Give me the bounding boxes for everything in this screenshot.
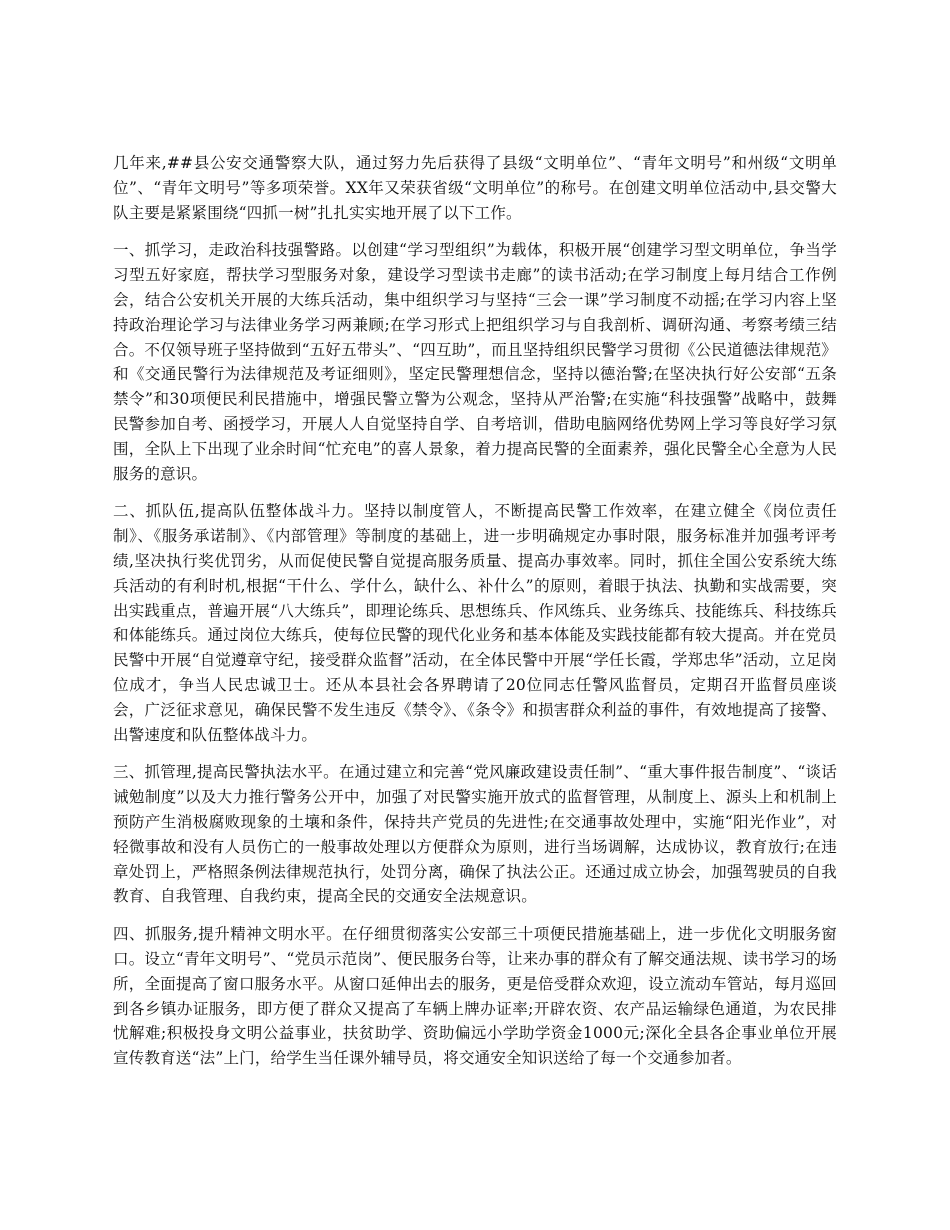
intro-paragraph: 几年来,##县公安交通警察大队，通过努力先后获得了县级“文明单位”、“青年文明号”和州级“文明单位”、“青年文明号”等多项荣誉。XX年又荣获省级“文明单位”的称号。在创建文明单位活动中,县交警大队主要是紧紧围绕“四抓一树”扎扎实实地开展了以下工作。 bbox=[113, 154, 837, 222]
section-study-paragraph: 一、抓学习，走政治科技强警路。以创建“学习型组织”为载体，积极开展“创建学习型文明单位，争当学习型五好家庭，帮扶学习型服务对象，建设学习型读书走廊”的读书活动;在学习制度上每月结合工作例会，结合公安机关开展的大练兵活动，集中组织学习与坚持“三会一课”学习制度不动摇;在学习内容上坚持政治理论学习与法律业务学习两兼顾;在学习形式上把组织学习与自我剖析、调研沟通、考察考绩三结合。不仅领导班子坚持做到“五好五带头”、“四互助”，而且坚持组织民警学习贯彻《公民道德法律规范》和《交通民警行为法律规范及考证细则》，坚定民警理想信念，坚持以德治警;在坚决执行好公安部“五条禁令”和30项便民利民措施中，增强民警立警为公观念，坚持从严治警;在实施“科技强警”战略中，鼓舞民警参加自考、函授学习，开展人人自觉坚持自学、自考培训，借助电脑网络优势网上学习等良好学习氛围，全队上下出现了业余时间“忙充电”的喜人景象，着力提高民警的全面素养，强化民警全心全意为人民服务的意识。 bbox=[113, 241, 837, 483]
section-team-paragraph: 二、抓队伍,提高队伍整体战斗力。坚持以制度管人，不断提高民警工作效率，在建立健全《岗位责任制》、《服务承诺制》、《内部管理》等制度的基础上，进一步明确规定办事时限，服务标准并加强考评考绩,坚决执行奖优罚劣，从而促使民警自觉提高服务质量、提高办事效率。同时，抓住全国公安系统大练兵活动的有利时机,根据“干什么、学什么，缺什么、补什么”的原则，着眼于执法、执勤和实战需要，突出实践重点，普遍开展“八大练兵”，即理论练兵、思想练兵、作风练兵、业务练兵、技能练兵、科技练兵和体能练兵。通过岗位大练兵，使每位民警的现代化业务和基本体能及实践技能都有较大提高。并在党员民警中开展“自觉遵章守纪，接受群众监督”活动，在全体民警中开展“学任长霞，学郑忠华”活动，立足岗位成才，争当人民忠诚卫士。还从本县社会各界聘请了20位同志任警风监督员，定期召开监督员座谈会，广泛征求意见，确保民警不发生违反《禁令》、《条令》和损害群众利益的事件，有效地提高了接警、出警速度和队伍整体战斗力。 bbox=[113, 502, 837, 744]
section-management-paragraph: 三、抓管理,提高民警执法水平。在通过建立和完善“党风廉政建设责任制”、“重大事件报告制度”、“谈话诫勉制度”以及大力推行警务公开中，加强了对民警实施开放式的监督管理，从制度上、源头上和机制上预防产生消极腐败现象的土壤和条件，保持共产党员的先进性;在交通事故处理中，实施“阳光作业”，对轻微事故和没有人员伤亡的一般事故处理以方便群众为原则，进行当场调解，达成协议，教育放行;在违章处罚上，严格照条例法律规范执行，处罚分离，确保了执法公正。还通过成立协会，加强驾驶员的自我教育、自我管理、自我约束，提高全民的交通安全法规意识。 bbox=[113, 763, 837, 906]
document-body bbox=[113, 151, 837, 1084]
section-service-paragraph: 四、抓服务,提升精神文明水平。在仔细贯彻落实公安部三十项便民措施基础上，进一步优化文明服务窗口。设立“青年文明号”、“党员示范岗”、便民服务台等，让来办事的群众有了解交通法规、读书学习的场所，全面提高了窗口服务水平。从窗口延伸出去的服务，更是倍受群众欢迎，设立流动车管站，每月巡回到各乡镇办证服务，即方便了群众又提高了车辆上牌办证率;开辟农资、农产品运输绿色通道，为农民排忧解难;积极投身文明公益事业，扶贫助学、资助偏远小学助学资金1000元;深化全县各企事业单位开展宣传教育送“法”上门，给学生当任课外辅导员，将交通安全知识送给了每一个交通参加者。 bbox=[113, 925, 837, 1068]
